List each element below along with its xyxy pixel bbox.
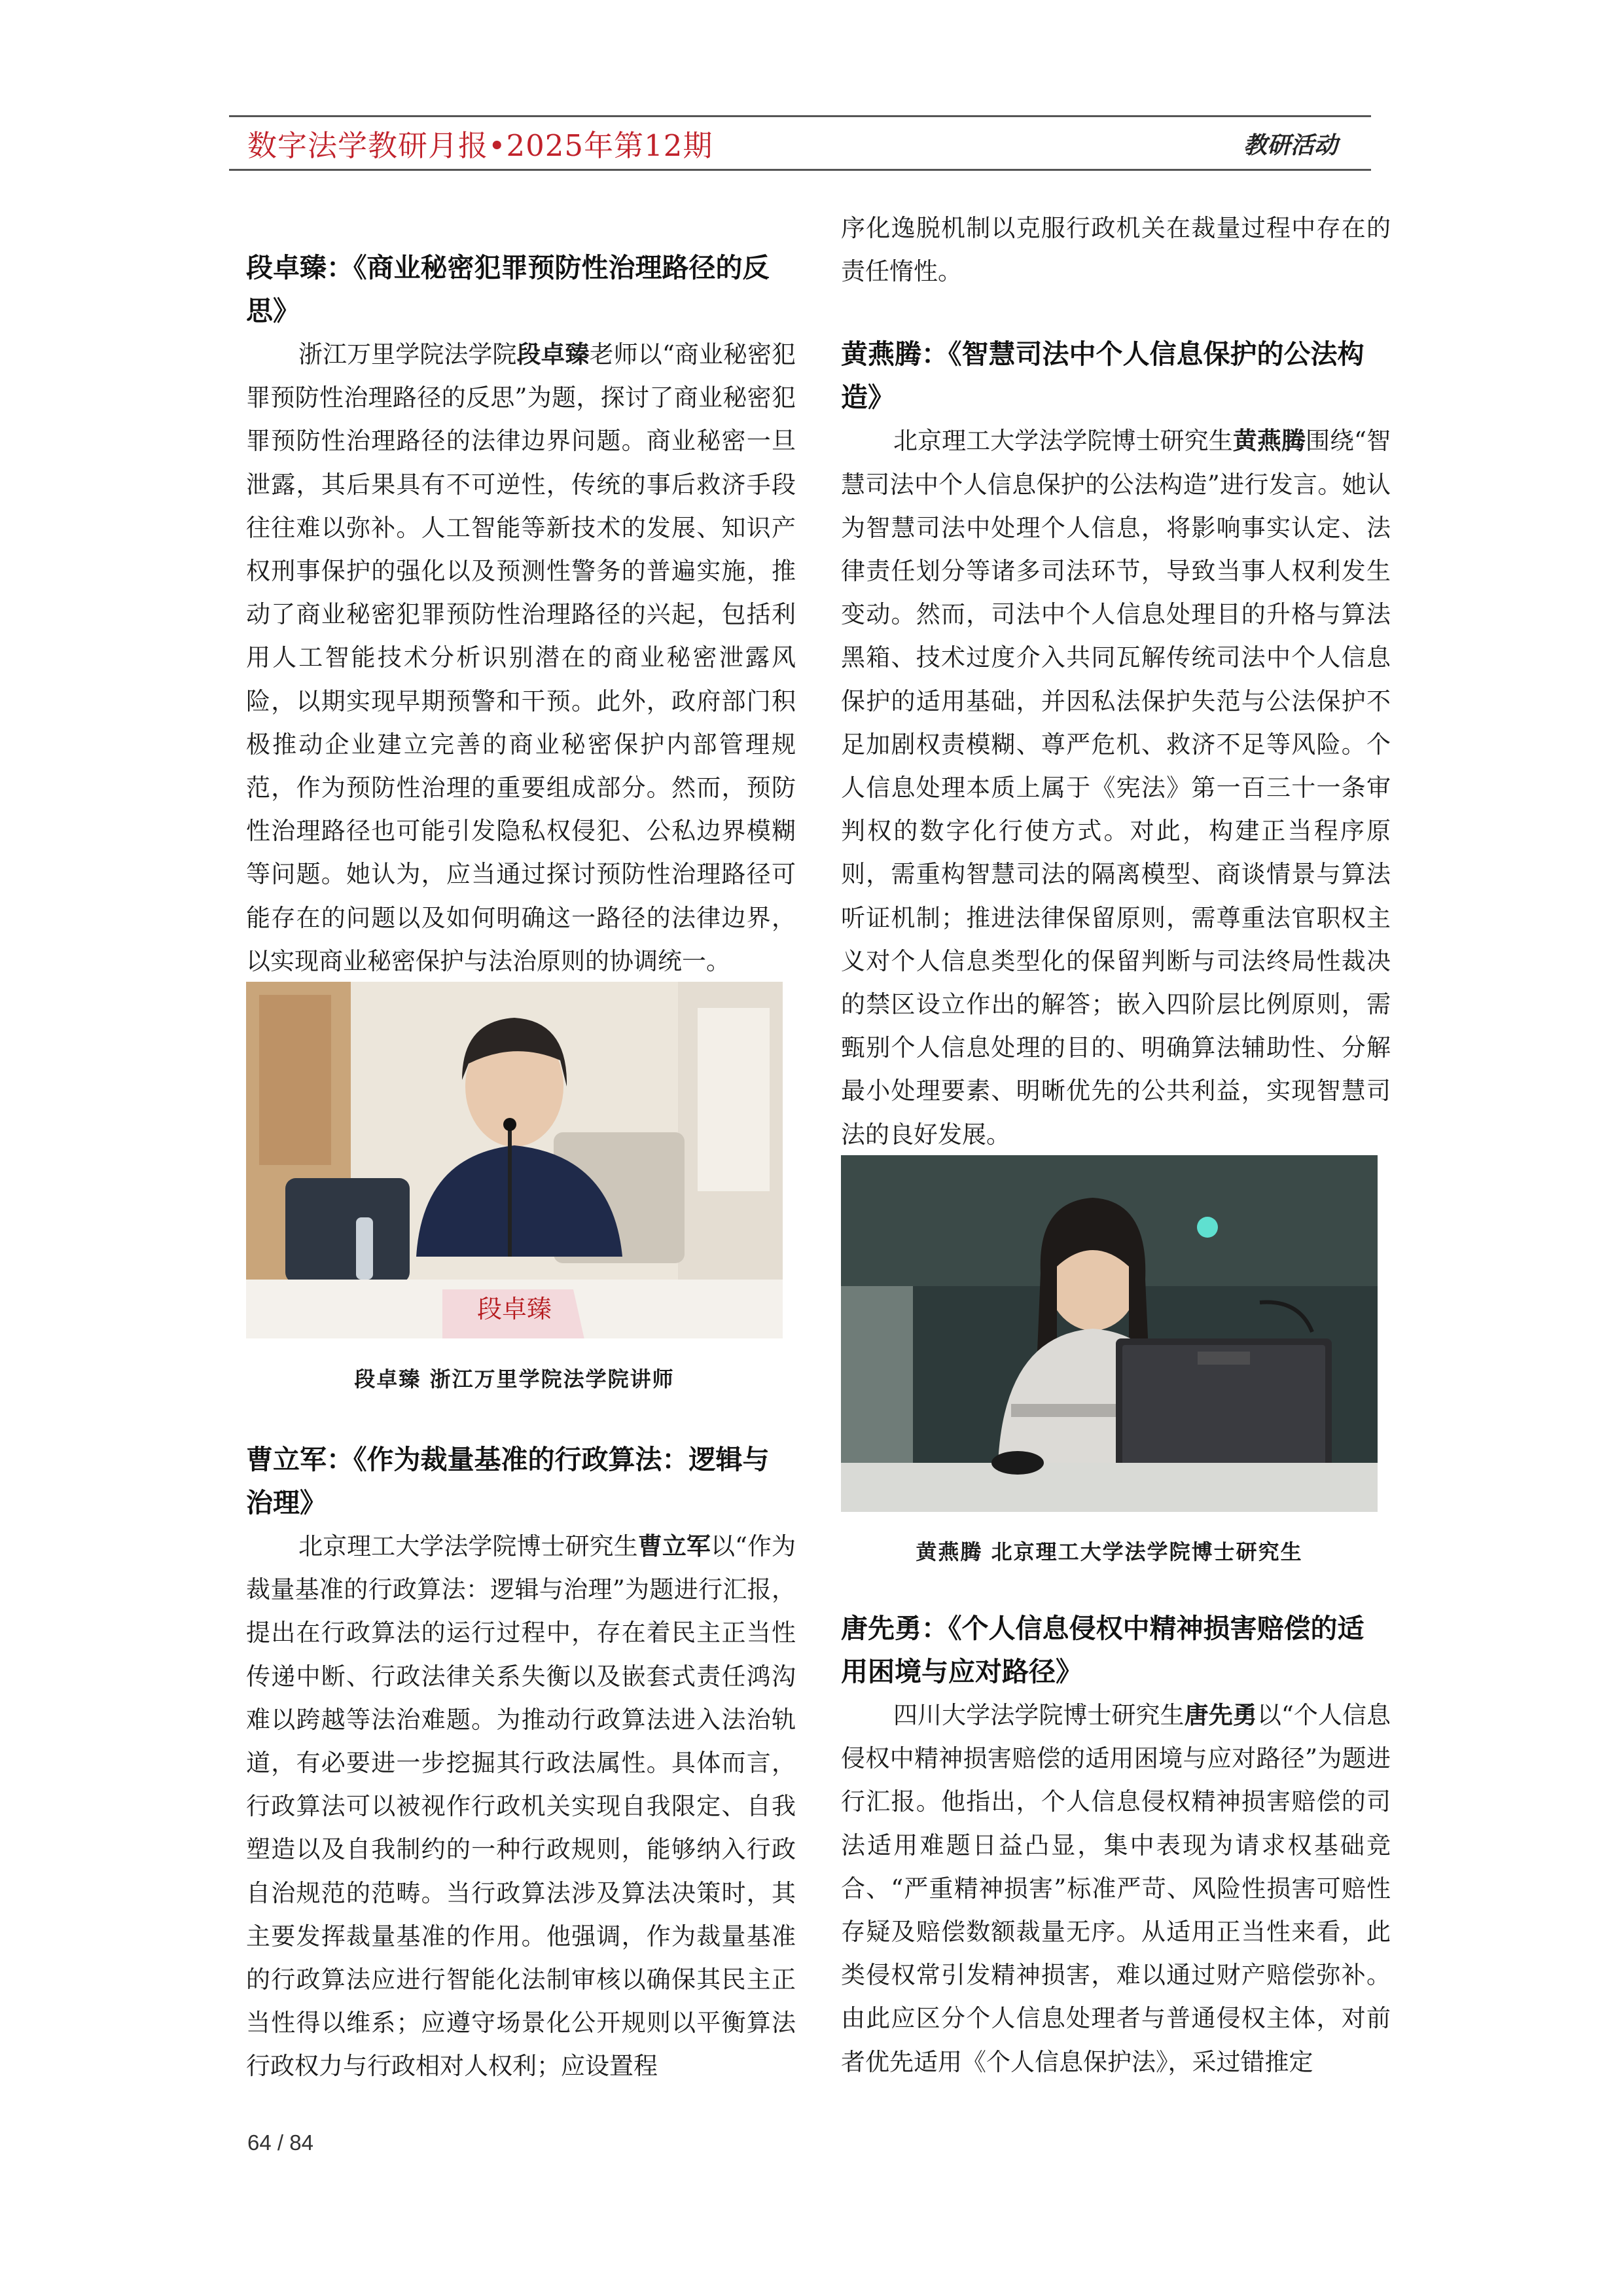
photo-caption-huang: 黄燕腾 北京理工大学法学院博士研究生 bbox=[916, 1539, 1303, 1564]
article-heading-cao: 曹立军：《作为裁量基准的行政算法：逻辑与治理》 bbox=[246, 1444, 770, 1518]
article-body-tang: 四川大学法学院博士研究生唐先勇以“个人信息侵权中精神损害赔偿的适用困境与应对路径”为题进行汇报。他指出，个人信息侵权精神损害赔偿的司法适用难题日益凸显，集中表现为请求权基础竞合、“严重精神损害”标准严苛、风险性损害可赔性存疑及赔偿数额裁量无序。从适用正当性来看，此类侵权常引发精神损害，难以通过财产赔偿弥补。由此应区分个人信息处理者与普通侵权主体，对前者优先适用《个人信息保护法》，采过错推定 bbox=[841, 1700, 1391, 2076]
article-body-duan: 浙江万里学院法学院段卓臻老师以“商业秘密犯罪预防性治理路径的反思”为题，探讨了商业秘密犯罪预防性治理路径的法律边界问题。商业秘密一旦泄露，其后果具有不可逆性，传统的事后救济手段往往难以弥补。人工智能等新技术的发展、知识产权刑事保护的强化以及预测性警务的普遍实施，推动了商业秘密犯罪预防性治理路径的兴起，包括利用人工智能技术分析识别潜在的商业秘密泄露风险，以期实现早期预警和干预。此外，政府部门积极推动企业建立完善的商业秘密保护内部管理规范，作为预防性治理的重要组成部分。然而，预防性治理路径也可能引发隐私权侵犯、公私边界模糊等问题。她认为，应当通过探讨预防性治理路径可能存在的问题以及如何明确这一路径的法律边界，以实现商业秘密保护与法治原则的协调统一。 bbox=[246, 340, 796, 975]
article-heading-huang: 黄燕腾：《智慧司法中个人信息保护的公法构造》 bbox=[841, 338, 1364, 414]
page-number: 64 / 84 bbox=[247, 2130, 313, 2155]
article-heading-duan: 段卓臻：《商业秘密犯罪预防性治理路径的反思》 bbox=[246, 252, 770, 327]
right-column-bottom bbox=[841, 1607, 1391, 2084]
left-column-top bbox=[246, 246, 796, 983]
right-column-top bbox=[841, 207, 1391, 1157]
nameplate-text: 段卓臻 bbox=[476, 1295, 552, 1323]
photo-huang-illustration bbox=[841, 1155, 1378, 1512]
header-bottom-rule bbox=[229, 169, 1371, 171]
article-heading-tang: 唐先勇：《个人信息侵权中精神损害赔偿的适用困境与应对路径》 bbox=[841, 1613, 1364, 1687]
journal-title: 数字法学教研月报•2025年第12期 bbox=[247, 128, 713, 163]
photo-duan-illustration bbox=[246, 982, 783, 1338]
photo-duan-zhuozhen bbox=[246, 982, 783, 1338]
section-label: 教研活动 bbox=[1243, 132, 1338, 159]
article-body-cao: 北京理工大学法学院博士研究生曹立军以“作为裁量基准的行政算法：逻辑与治理”为题进行汇报，提出在行政算法的运行过程中，存在着民主正当性传递中断、行政法律关系失衡以及嵌套式责任鸿沟难以跨越等法治难题。为推动行政算法进入法治轨道，有必要进一步挖掘其行政法属性。具体而言，行政算法可以被视作行政机关实现自我限定、自我塑造以及自我制约的一种行政规则，能够纳入行政自治规范的范畴。当行政算法涉及算法决策时，其主要发挥裁量基准的作用。他强调，作为裁量基准的行政算法应进行智能化法制审核以确保其民主正当性得以维系；应遵守场景化公开规则以平衡算法行政权力与行政相对人权利；应设置程 bbox=[246, 1532, 796, 2081]
photo-huang-yanteng bbox=[841, 1155, 1378, 1512]
left-column-bottom bbox=[246, 1438, 796, 2089]
article-body-huang: 北京理工大学法学院博士研究生黄燕腾围绕“智慧司法中个人信息保护的公法构造”进行发言。她认为智慧司法中处理个人信息，将影响事实认定、法律责任划分等诸多司法环节，导致当事人权利发生变动。然而，司法中个人信息处理目的升格与算法黑箱、技术过度介入共同瓦解传统司法中个人信息保护的适用基础，并因私法保护失范与公法保护不足加剧权责模糊、尊严危机、救济不足等风险。个人信息处理本质上属于《宪法》第一百三十一条审判权的数字化行使方式。对此，构建正当程序原则，需重构智慧司法的隔离模型、商谈情景与算法听证机制；推进法律保留原则，需尊重法官职权主义对个人信息类型化的保留判断与司法终局性裁决的禁区设立作出的解答；嵌入四阶层比例原则，需甄别个人信息处理的目的、明确算法辅助性、分解最小处理要素、明晰优先的公共利益，实现智慧司法的良好发展。 bbox=[841, 426, 1391, 1149]
photo-caption-duan: 段卓臻 浙江万里学院法学院讲师 bbox=[354, 1367, 675, 1391]
header-top-rule bbox=[229, 115, 1371, 117]
article-body-cao-continued: 序化逸脱机制以克服行政机关在裁量过程中存在的责任惰性。 bbox=[841, 214, 1391, 286]
